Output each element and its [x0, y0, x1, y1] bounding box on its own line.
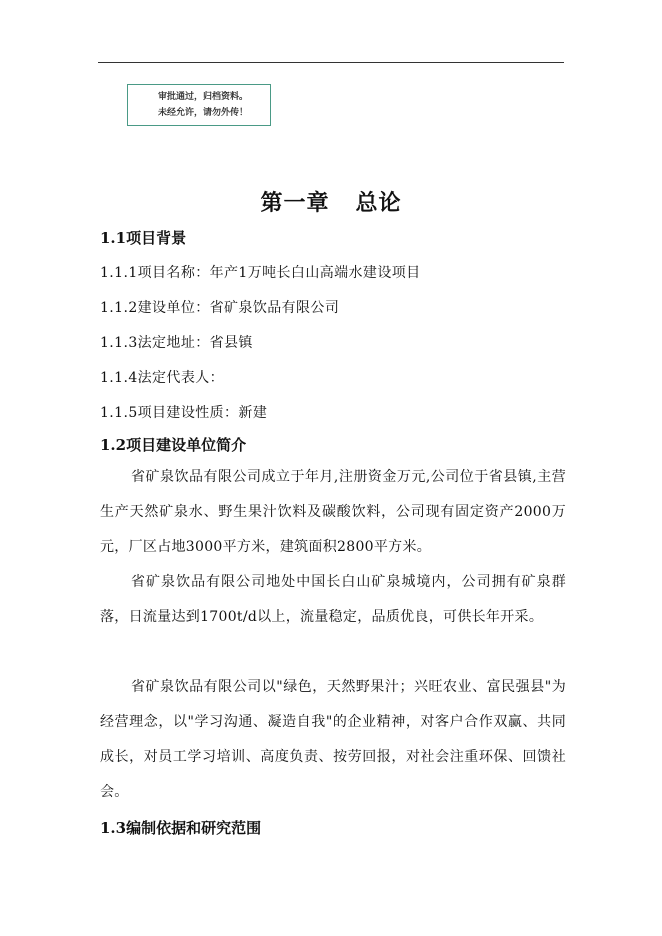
section-heading-1-2: 1.2项目建设单位简介	[100, 436, 247, 454]
chapter-number: 第一章	[260, 190, 330, 216]
item-builder: 1.1.2建设单位：省矿泉饮品有限公司	[100, 300, 340, 316]
approval-stamp	[127, 84, 271, 126]
paragraph-mineral-spring: 省矿泉饮品有限公司地处中国长白山矿泉城境内，公司拥有矿泉群落，日流量达到1700t/d以上，流量稳定，品质优良，可供长年开采。	[100, 574, 566, 625]
item-address: 1.1.3法定地址：省县镇	[100, 335, 253, 351]
item-nature: 1.1.5项目建设性质：新建	[100, 405, 268, 421]
paragraph-philosophy: 省矿泉饮品有限公司以"绿色，天然野果汁；兴旺农业、富民强县"为经营理念，以"学习沟通、凝造自我"的企业精神，对客户合作双赢、共同成长，对员工学习培训、高度负责、按劳回报，对社会注重环保、回馈社会。	[100, 679, 566, 800]
item-project-name: 1.1.1项目名称：年产1万吨长白山高端水建设项目	[100, 265, 421, 281]
section-heading-1-3: 1.3编制依据和研究范围	[100, 819, 262, 837]
section-heading-1-1: 1.1项目背景	[100, 229, 187, 247]
paragraph-company-intro: 省矿泉饮品有限公司成立于年月,注册资金万元,公司位于省县镇,主营生产天然矿泉水、野生果汁饮料及碳酸饮料，公司现有固定资产2000万元，厂区占地3000平方米，建筑面积2800平方米。	[100, 469, 566, 555]
chapter-name: 总论	[355, 190, 402, 216]
chapter-title	[0, 186, 662, 217]
header-rule	[98, 62, 564, 63]
stamp-line-2: 未经允许，请勿外传！	[158, 108, 249, 118]
item-representative: 1.1.4法定代表人：	[100, 370, 225, 386]
stamp-line-1: 审批通过，归档资料。	[158, 92, 249, 102]
